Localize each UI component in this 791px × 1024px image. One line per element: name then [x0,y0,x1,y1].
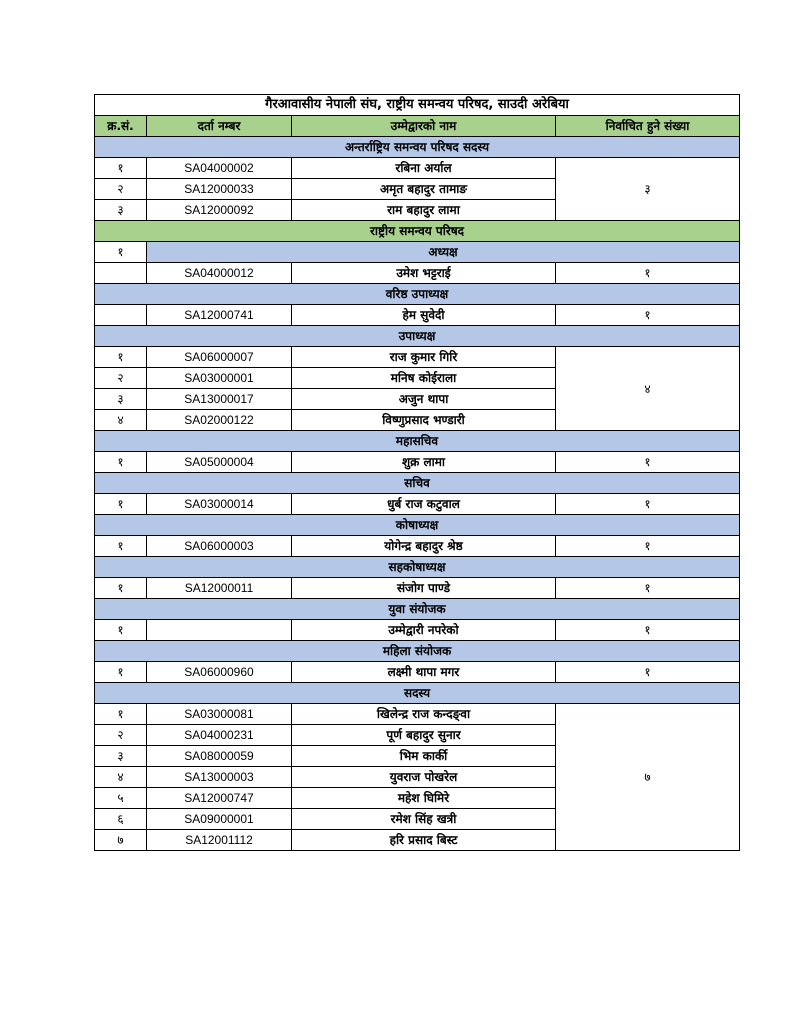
candidate-name: हरि प्रसाद बिस्ट [292,830,556,851]
serial-number [95,305,147,326]
section-header-row [95,221,740,242]
registration-number: SA04000012 [147,263,292,284]
registration-number: SA12000092 [147,200,292,221]
section-title: कोषाध्यक्ष [95,515,740,536]
registration-number: SA13000003 [147,767,292,788]
table-row [95,158,740,179]
serial-number: १ [95,452,147,473]
serial-number: १ [95,536,147,557]
serial-number: ३ [95,200,147,221]
section-title: महासचिव [95,431,740,452]
section-header-row [95,137,740,158]
registration-number: SA05000004 [147,452,292,473]
serial-number: १ [95,620,147,641]
registration-number: SA06000007 [147,347,292,368]
column-header-row [95,116,740,137]
table-row [95,536,740,557]
registration-number: SA12000033 [147,179,292,200]
candidate-name: पूर्ण बहादुर सुनार [292,725,556,746]
table-row [95,452,740,473]
serial-number: ३ [95,746,147,767]
serial-number: ४ [95,410,147,431]
elected-count: ७ [556,704,740,851]
elected-count: १ [556,536,740,557]
elected-count: ४ [556,347,740,431]
section-header-row [95,683,740,704]
elected-count: १ [556,620,740,641]
registration-number: SA04000002 [147,158,292,179]
table-row [95,620,740,641]
header-name: उम्मेद्वारको नाम [292,116,556,137]
serial-number: ३ [95,389,147,410]
section-header-row [95,431,740,452]
subsection-row [95,242,740,263]
candidate-name: शुक्र लामा [292,452,556,473]
section-title: राष्ट्रीय समन्वय परिषद [95,221,740,242]
elected-count: १ [556,452,740,473]
serial-number: १ [95,578,147,599]
candidate-name: भिम कार्की [292,746,556,767]
registration-number: SA08000059 [147,746,292,767]
candidate-name: उमेश भट्टराई [292,263,556,284]
serial-number: २ [95,368,147,389]
table-row [95,494,740,515]
candidate-name: संजोग पाण्डे [292,578,556,599]
elected-count: १ [556,494,740,515]
header-sn: क्र.सं. [95,116,147,137]
serial-number: २ [95,179,147,200]
candidate-name: रबिना अर्याल [292,158,556,179]
table-row [95,305,740,326]
candidate-name: धुर्ब राज कटुवाल [292,494,556,515]
serial-number: १ [95,158,147,179]
registration-number: SA09000001 [147,809,292,830]
registration-number: SA12001112 [147,830,292,851]
registration-number: SA12000741 [147,305,292,326]
table-row [95,578,740,599]
section-title: सदस्य [95,683,740,704]
elected-count: १ [556,263,740,284]
section-header-row [95,515,740,536]
section-title: सचिव [95,473,740,494]
section-header-row [95,557,740,578]
elected-count: १ [556,662,740,683]
registration-number: SA03000081 [147,704,292,725]
candidate-name: मनिष कोईराला [292,368,556,389]
section-header-row [95,599,740,620]
section-header-row [95,284,740,305]
section-title: युवा संयोजक [95,599,740,620]
candidate-name: हेम सुवेदी [292,305,556,326]
table-row [95,704,740,725]
candidate-name: राम बहादुर लामा [292,200,556,221]
serial-number: ६ [95,809,147,830]
registration-number: SA06000003 [147,536,292,557]
serial-number: १ [95,494,147,515]
candidate-name: महेश घिमिरे [292,788,556,809]
table-row [95,662,740,683]
registration-number: SA03000001 [147,368,292,389]
elected-count: १ [556,578,740,599]
serial-number: २ [95,725,147,746]
registration-number [147,620,292,641]
registration-number: SA03000014 [147,494,292,515]
candidate-name: खिलेन्द्र राज कन्दङ्वा [292,704,556,725]
candidate-table [94,94,740,851]
candidate-name: योगेन्द्र बहादुर श्रेष्ठ [292,536,556,557]
elected-count: ३ [556,158,740,221]
candidate-name: अजुन थापा [292,389,556,410]
header-reg: दर्ता नम्बर [147,116,292,137]
subsection-sn: १ [95,242,147,263]
registration-number: SA02000122 [147,410,292,431]
section-title: अन्तर्राष्ट्रिय समन्वय परिषद सदस्य [95,137,740,158]
candidate-name: रमेश सिंह खत्री [292,809,556,830]
serial-number: १ [95,704,147,725]
candidate-name: राज कुमार गिरि [292,347,556,368]
candidate-name: अमृत बहादुर तामाङ [292,179,556,200]
elected-count: १ [556,305,740,326]
serial-number [95,263,147,284]
section-header-row [95,473,740,494]
header-count: निर्वाचित हुने संख्या [556,116,740,137]
section-title: सहकोषाध्यक्ष [95,557,740,578]
candidate-name: लक्ष्मी थापा मगर [292,662,556,683]
registration-number: SA13000017 [147,389,292,410]
serial-number: ७ [95,830,147,851]
serial-number: १ [95,662,147,683]
section-title: उपाध्यक्ष [95,326,740,347]
serial-number: ५ [95,788,147,809]
table-row [95,263,740,284]
section-header-row [95,326,740,347]
candidate-name: युवराज पोखरेल [292,767,556,788]
table-row [95,347,740,368]
candidate-name: उम्मेद्वारी नपरेको [292,620,556,641]
section-title: वरिष्ठ उपाध्यक्ष [95,284,740,305]
serial-number: ४ [95,767,147,788]
registration-number: SA06000960 [147,662,292,683]
registration-number: SA12000747 [147,788,292,809]
section-header-row [95,641,740,662]
serial-number: १ [95,347,147,368]
registration-number: SA04000231 [147,725,292,746]
document-title: गैरआवासीय नेपाली संघ, राष्ट्रीय समन्वय परिषद, साउदी अरेबिया [95,95,740,116]
title-row [95,95,740,116]
section-title: महिला संयोजक [95,641,740,662]
registration-number: SA12000011 [147,578,292,599]
subsection-title: अध्यक्ष [147,242,740,263]
candidate-name: विष्णुप्रसाद भण्डारी [292,410,556,431]
